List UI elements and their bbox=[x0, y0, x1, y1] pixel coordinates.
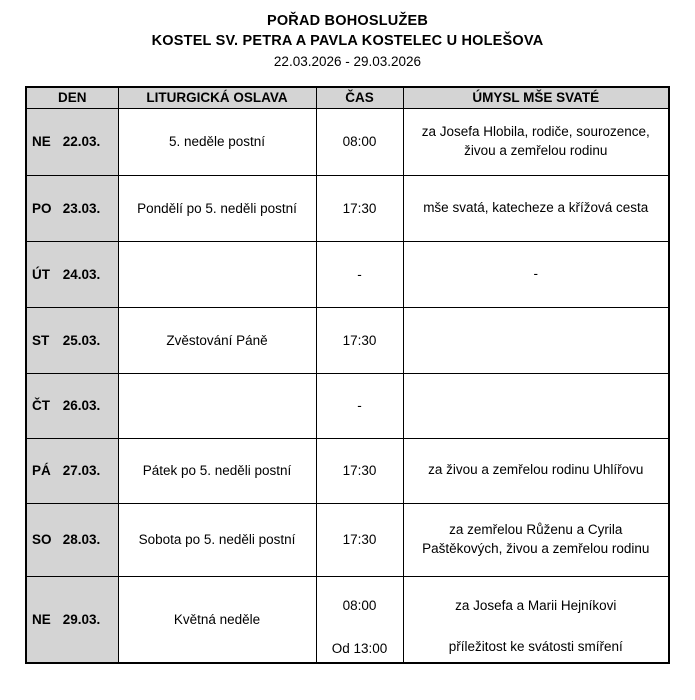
celebration-cell: Květná neděle bbox=[118, 576, 316, 663]
day-abbrev: ÚT bbox=[32, 266, 50, 282]
col-header-umysl: ÚMYSL MŠE SVATÉ bbox=[403, 87, 669, 108]
day-date: 24.03. bbox=[62, 266, 101, 282]
day-cell bbox=[26, 576, 118, 663]
date-range: 22.03.2026 - 29.03.2026 bbox=[273, 54, 422, 69]
day-abbrev: NE bbox=[32, 134, 51, 149]
celebration-cell bbox=[118, 373, 316, 438]
day-abbrev: PÁ bbox=[32, 463, 51, 478]
table-row bbox=[26, 108, 669, 175]
celebration-cell bbox=[118, 241, 316, 307]
table-row bbox=[26, 373, 669, 438]
table-row bbox=[26, 576, 669, 663]
intent-cell: - bbox=[403, 241, 669, 307]
intent-cell bbox=[403, 576, 669, 663]
intent-cell: za živou a zemřelou rodinu Uhlířovu bbox=[403, 438, 669, 503]
intent-cell bbox=[403, 307, 669, 373]
day-date: 22.03. bbox=[62, 134, 101, 149]
day-date: 29.03. bbox=[62, 611, 101, 627]
intent-cell: mše svatá, katecheze a křížová cesta bbox=[403, 175, 669, 241]
col-header-liturgicka-oslava: LITURGICKÁ OSLAVA bbox=[118, 87, 316, 108]
time-cell: - bbox=[316, 241, 403, 307]
celebration-cell: Sobota po 5. neděli postní bbox=[118, 503, 316, 576]
intent-cell: za zemřelou Růženu a Cyrila Paštěkových, živou a zemřelou rodinu bbox=[403, 503, 669, 576]
day-date: 25.03. bbox=[62, 332, 101, 348]
time-cell: 17:30 bbox=[316, 503, 403, 576]
intent-first: za Josefa a Marii Hejníkovi bbox=[455, 597, 617, 613]
day-date: 23.03. bbox=[62, 200, 101, 216]
day-date: 26.03. bbox=[62, 398, 101, 413]
time-cell: - bbox=[316, 373, 403, 438]
celebration-cell: Pondělí po 5. neděli postní bbox=[118, 175, 316, 241]
time-second: Od 13:00 bbox=[331, 640, 388, 656]
day-cell bbox=[26, 175, 118, 241]
day-abbrev: PO bbox=[32, 200, 52, 216]
table-row bbox=[26, 175, 669, 241]
time-cell: 08:00 bbox=[316, 108, 403, 175]
page-title: POŘAD BOHOSLUŽEB bbox=[266, 13, 429, 29]
day-abbrev: SO bbox=[32, 532, 52, 547]
table-header-row bbox=[26, 87, 669, 108]
day-cell bbox=[26, 503, 118, 576]
time-cell: 17:30 bbox=[316, 438, 403, 503]
day-cell bbox=[26, 438, 118, 503]
day-abbrev: ČT bbox=[32, 398, 50, 413]
table-row bbox=[26, 241, 669, 307]
table-row bbox=[26, 438, 669, 503]
time-cell: 17:30 bbox=[316, 307, 403, 373]
day-cell bbox=[26, 108, 118, 175]
col-header-den: DEN bbox=[26, 87, 118, 108]
intent-second: příležitost ke svátosti smíření bbox=[448, 638, 623, 654]
celebration-cell: 5. neděle postní bbox=[118, 108, 316, 175]
church-name: KOSTEL SV. PETRA A PAVLA KOSTELEC U HOLEŠOVA bbox=[151, 33, 544, 49]
time-cell bbox=[316, 576, 403, 663]
intent-cell bbox=[403, 373, 669, 438]
day-cell bbox=[26, 307, 118, 373]
schedule-table bbox=[25, 86, 670, 664]
time-first: 08:00 bbox=[342, 597, 377, 613]
celebration-cell: Zvěstování Páně bbox=[118, 307, 316, 373]
day-date: 27.03. bbox=[62, 463, 101, 478]
day-cell bbox=[26, 373, 118, 438]
time-cell: 17:30 bbox=[316, 175, 403, 241]
intent-cell: za Josefa Hlobila, rodiče, sourozence, živou a zemřelou rodinu bbox=[403, 108, 669, 175]
table-row bbox=[26, 307, 669, 373]
page-header bbox=[0, 0, 695, 69]
col-header-cas: ČAS bbox=[316, 87, 403, 108]
day-date: 28.03. bbox=[62, 532, 101, 547]
celebration-cell: Pátek po 5. neděli postní bbox=[118, 438, 316, 503]
day-abbrev: NE bbox=[32, 611, 51, 627]
day-cell bbox=[26, 241, 118, 307]
table-row bbox=[26, 503, 669, 576]
day-abbrev: ST bbox=[32, 332, 50, 348]
